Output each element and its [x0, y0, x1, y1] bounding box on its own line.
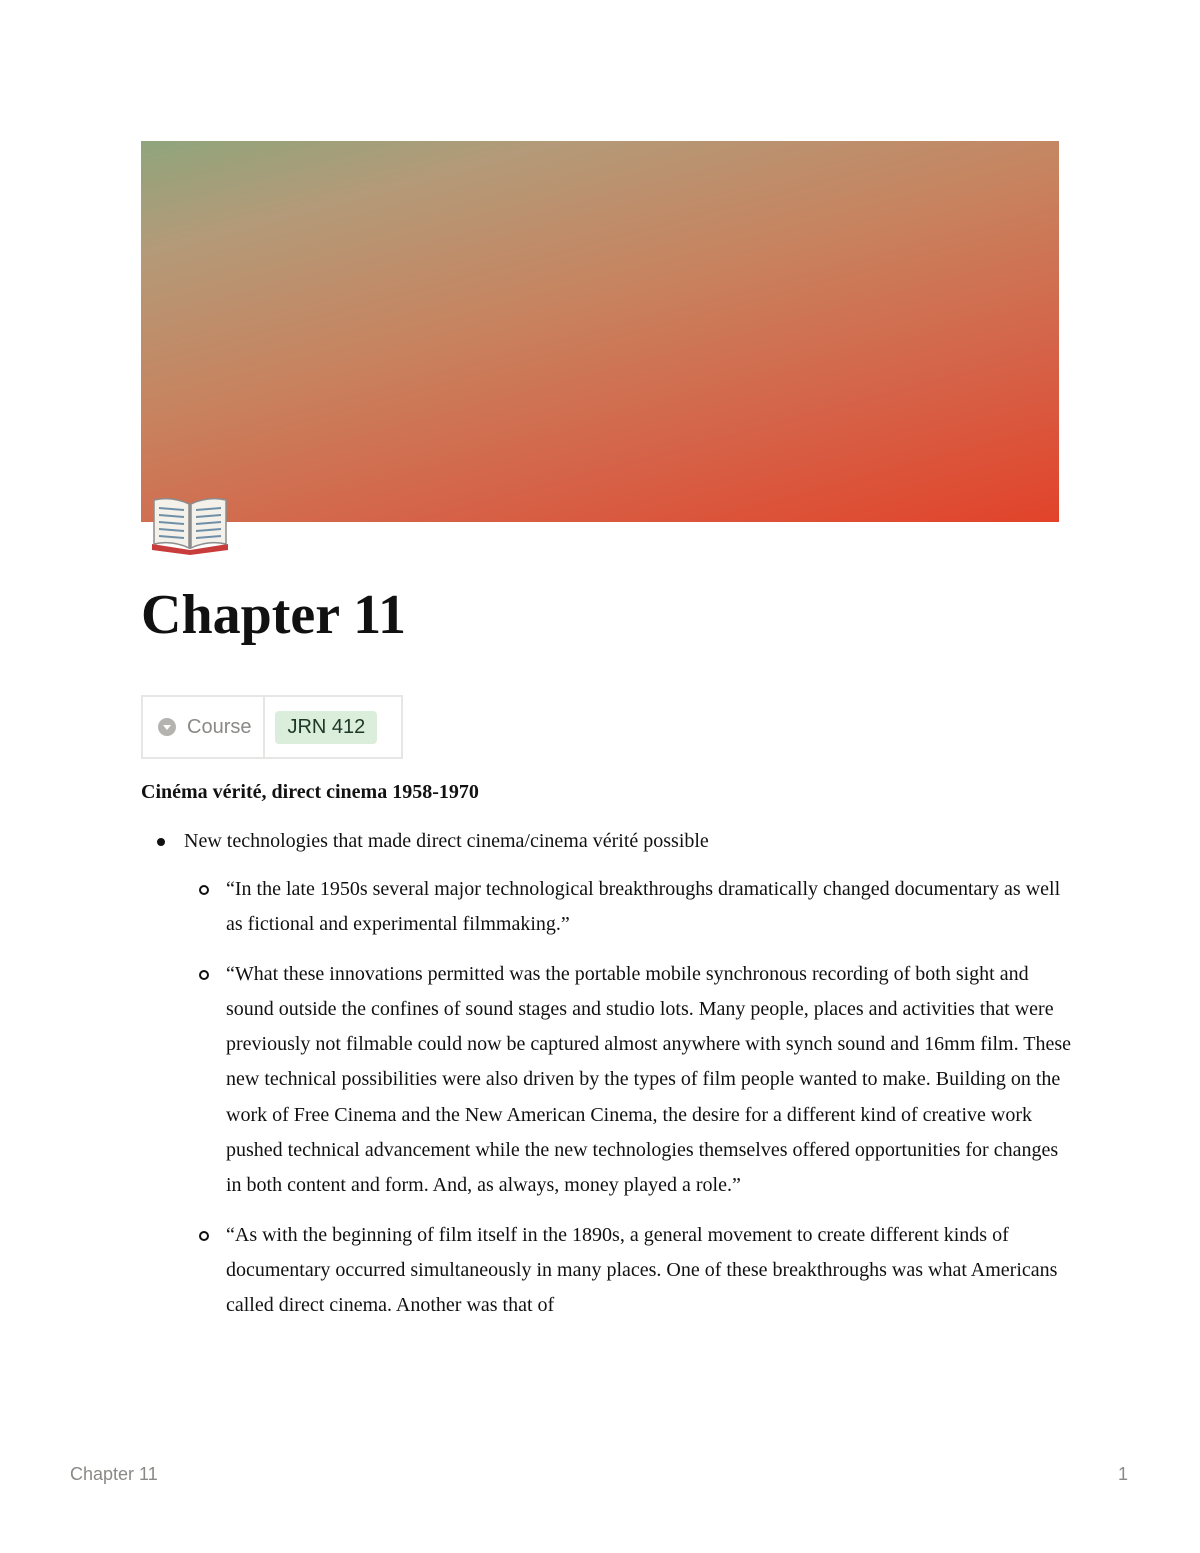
sub-bullet-item: [141, 872, 1071, 943]
hollow-bullet-icon: [199, 885, 209, 895]
page-number: 1: [1117, 1464, 1128, 1484]
select-property-icon: [157, 717, 177, 737]
bullet-dot-icon: [157, 838, 165, 846]
sub-bullet-text: “In the late 1950s several major technological breakthroughs dramatically changed documentary as well as fictional and experimental filmmaking.”: [226, 878, 1061, 936]
bullet-item: [141, 824, 1071, 858]
sub-bullet-item: [141, 1218, 1071, 1324]
course-tag[interactable]: JRN 412: [275, 711, 377, 744]
page-title: Chapter 11: [141, 584, 406, 646]
property-name-course: [143, 697, 265, 757]
hollow-bullet-icon: [199, 970, 209, 980]
bullet-text: New technologies that made direct cinema/cinema vérité possible: [184, 830, 709, 852]
property-value-course[interactable]: [265, 697, 401, 757]
sub-bullet-item: [141, 957, 1071, 1204]
property-label: Course: [187, 715, 252, 738]
sub-bullet-text: “As with the beginning of film itself in the 1890s, a general movement to create different kinds of documentary occurred simultaneously in many places. One of these breakthroughs was what Americans called direct cinema. Another was that of: [226, 1223, 1058, 1317]
section-heading: Cinéma vérité, direct cinema 1958-1970: [141, 781, 479, 803]
footer-title: Chapter 11: [70, 1464, 158, 1484]
cover-image: [141, 141, 1059, 522]
page-content: [141, 775, 1071, 1324]
sub-bullet-text: “What these innovations permitted was the portable mobile synchronous recording of both sight and sound outside the confines of sound stages and studio lots. Many people, places and activities that were previously not filmable could now be captured almost anywhere with synch sound and 16mm film. These new technical possibilities were also driven by the types of film people wanted to make. Building on the work of Free Cinema and the New American Cinema, the desire for a different kind of creative work pushed technical advancement while the new technologies themselves offered opportunities for changes in both content and form. And, as always, money played a role.”: [226, 962, 1072, 1197]
hollow-bullet-icon: [199, 1231, 209, 1241]
open-book-icon: [148, 494, 232, 556]
properties-table: [141, 695, 403, 759]
